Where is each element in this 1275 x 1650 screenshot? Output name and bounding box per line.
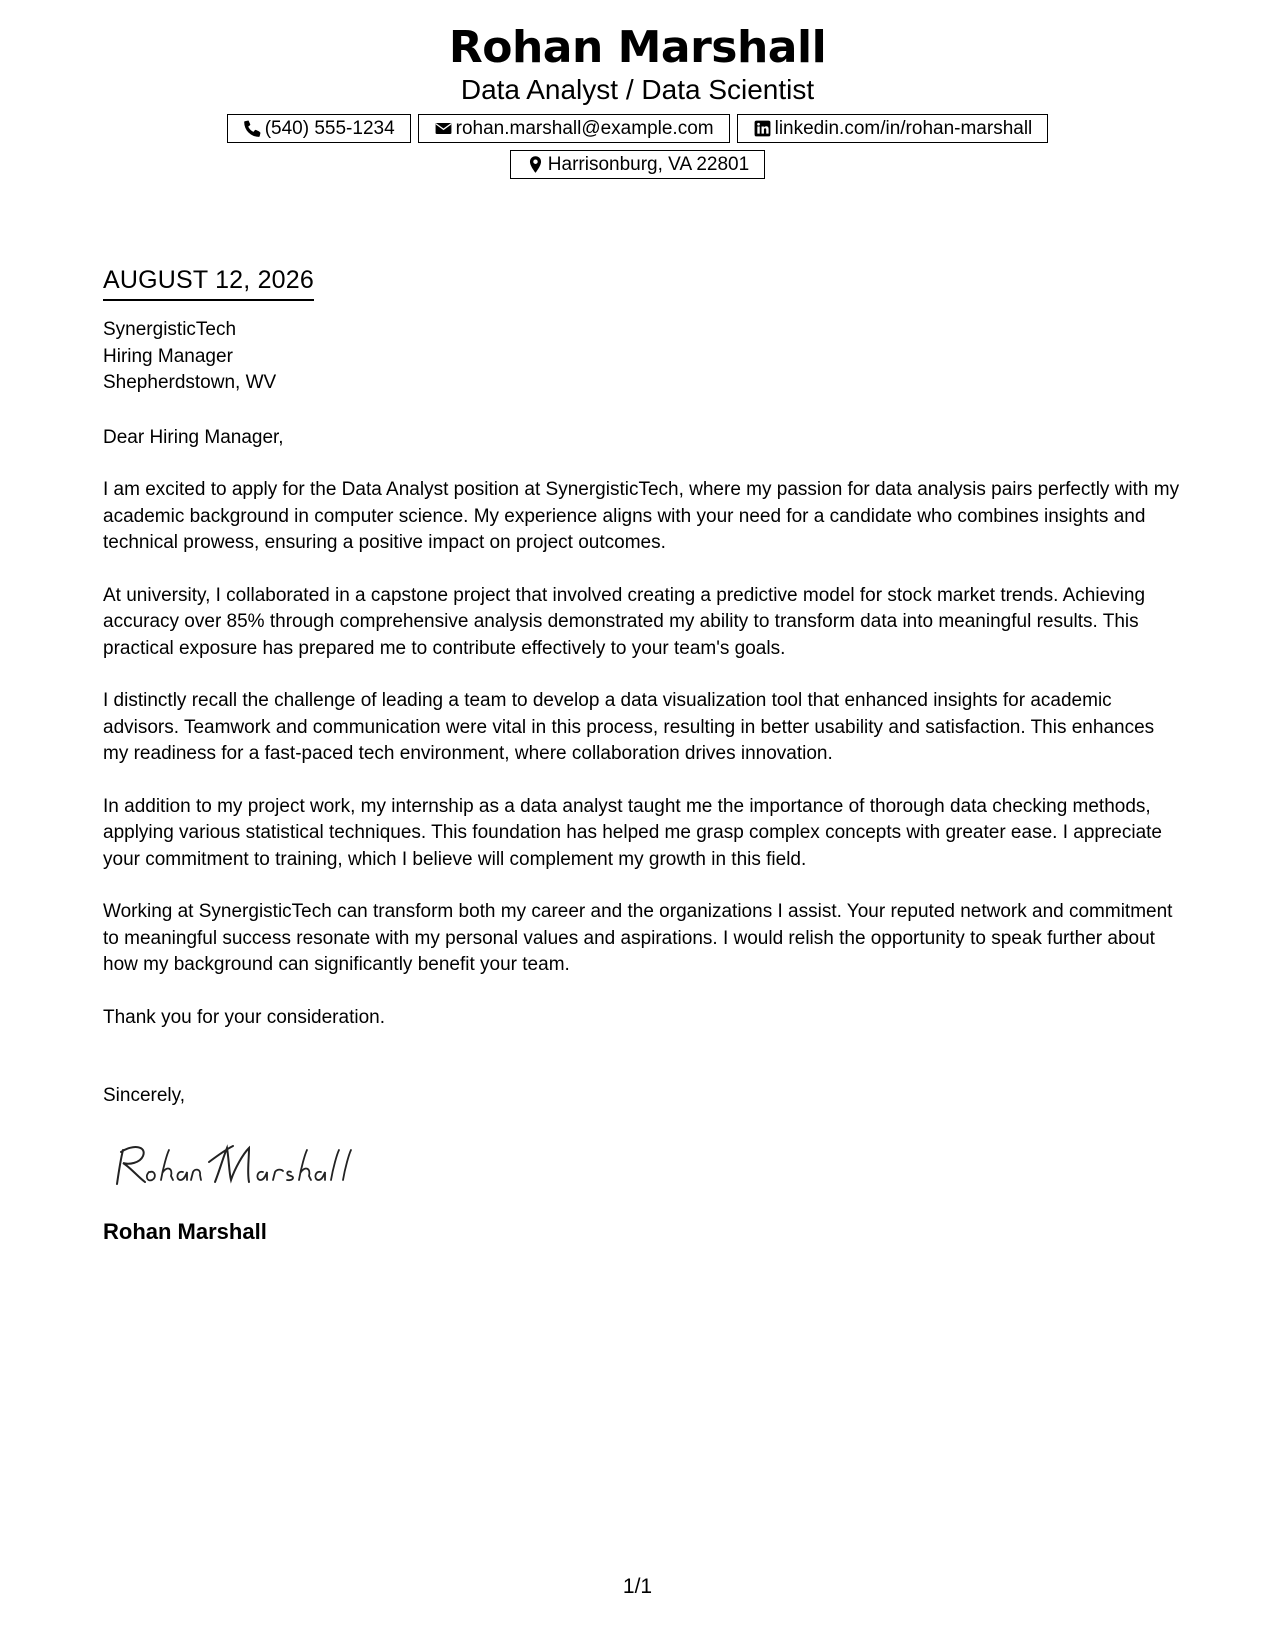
phone-number: (540) 555-1234	[264, 118, 395, 139]
recipient-block	[103, 317, 1183, 397]
phone-icon	[243, 119, 262, 138]
map-pin-icon	[526, 155, 545, 174]
linkedin-url: linkedin.com/in/rohan-marshall	[774, 118, 1033, 139]
recipient-location: Shepherdstown, WV	[103, 372, 277, 393]
email-address: rohan.marshall@example.com	[455, 118, 714, 139]
phone-chip	[227, 114, 411, 143]
paragraph-1: I am excited to apply for the Data Analyst position at SynergisticTech, where my passion for data analysis pairs perfectly with my academic background in computer science. My experience aligns with your need for a candidate who combines insights and technical prowess, ensuring a positive impact on project outcomes.	[103, 479, 1180, 553]
salutation: Dear Hiring Manager,	[103, 426, 284, 448]
signed-name: Rohan Marshall	[103, 1218, 267, 1244]
paragraph-4: In addition to my project work, my internship as a data analyst taught me the importance of thorough data checking methods, applying various statistical techniques. This foundation has helped me grasp complex concepts with greater ease. I appreciate your commitment to training, which I believe will complement my growth in this field.	[103, 795, 1162, 870]
contact-row-location	[0, 150, 1275, 179]
linkedin-icon	[753, 119, 772, 138]
contact-row	[0, 114, 1275, 143]
location-text: Harrisonburg, VA 22801	[547, 154, 750, 175]
letter-date: AUGUST 12, 2026	[103, 265, 314, 301]
applicant-role: Data Analyst / Data Scientist	[460, 74, 815, 105]
location-chip	[510, 150, 765, 179]
page-indicator: 1/1	[622, 1575, 653, 1598]
paragraph-3: I distinctly recall the challenge of leading a team to develop a data visualization tool that enhanced insights for academic advisors. Teamwork and communication were vital in this process, resulting in better usability and satisfaction. This enhances my readiness for a fast-paced tech environment, where collaboration drives innovation.	[103, 690, 1155, 764]
paragraph-5: Working at SynergisticTech can transform both my career and the organizations I assist. Your reputed network and commitment to meaningful success resonate with my personal values and aspirations. I would relish the opportunity to speak further about how my background can significantly benefit your team.	[103, 901, 1173, 975]
applicant-name: Rohan Marshall	[448, 22, 827, 73]
recipient-company: SynergisticTech	[103, 319, 237, 340]
paragraph-2: At university, I collaborated in a capstone project that involved creating a predictive model for stock market trends. Achieving accuracy over 85% through comprehensive analysis demonstrated my ability to transform data into meaningful results. This practical exposure has prepared me to contribute effectively to your team's goals.	[103, 584, 1146, 659]
closing-thanks: Thank you for your consideration.	[103, 1006, 385, 1028]
signoff: Sincerely,	[103, 1085, 186, 1106]
letter-body	[103, 265, 1183, 1246]
envelope-icon	[434, 119, 453, 138]
recipient-title: Hiring Manager	[103, 345, 233, 367]
letter-header	[0, 22, 1275, 179]
email-chip[interactable]	[418, 114, 730, 143]
handwritten-signature	[103, 1132, 373, 1202]
linkedin-chip[interactable]	[737, 114, 1049, 143]
